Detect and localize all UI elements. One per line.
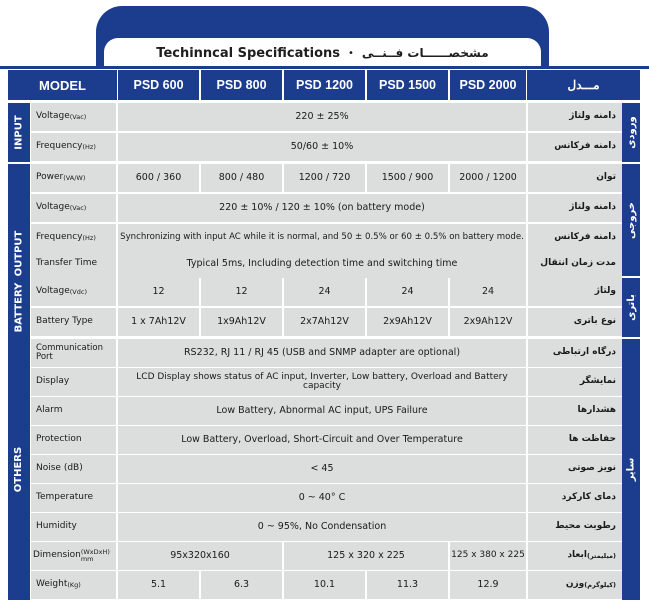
row-label: Voltage (Vac) <box>31 103 116 131</box>
row-alarm <box>31 397 622 425</box>
group-others-fa: سایر <box>622 339 640 600</box>
row-value-1: 12 <box>118 278 199 306</box>
row-input-frequency <box>31 133 622 161</box>
row-value-4: 1500 / 900 <box>367 164 448 192</box>
row-label: Voltage (Vac) <box>31 194 116 222</box>
row-value-3: 24 <box>284 278 365 306</box>
row-value-4: 24 <box>367 278 448 306</box>
row-output-frequency <box>31 224 622 252</box>
title-en: Techinncal Specifications <box>156 45 340 61</box>
group-input: INPUT <box>8 103 30 162</box>
row-label: Dimension (WxDxH) mm <box>31 542 116 570</box>
row-battery-type <box>31 308 622 336</box>
row-value: 50/60 ± 10% <box>118 133 526 161</box>
row-value-2: 6.3 <box>201 571 282 599</box>
row-output-voltage <box>31 194 622 222</box>
row-value-4: 11.3 <box>367 571 448 599</box>
row-value: LCD Display shows status of AC input, Inverter, Low battery, Overload and Battery capacity <box>118 368 526 396</box>
row-value-1: 95x320x160 <box>118 542 282 570</box>
row-label-fa: رطوبت محیط <box>528 513 622 541</box>
row-value-1: 5.1 <box>118 571 199 599</box>
row-input-voltage <box>31 103 622 131</box>
row-value-5: 24 <box>450 278 526 306</box>
row-value-2: 12 <box>201 278 282 306</box>
row-display <box>31 368 622 396</box>
row-value-2: 125 x 320 x 225 <box>284 542 448 570</box>
group-output-fa: خروجی <box>622 164 640 276</box>
row-value: < 45 <box>118 455 526 483</box>
row-label: Weight (Kg) <box>31 571 116 599</box>
header-model-1: PSD 600 <box>118 70 199 100</box>
row-value: Low Battery, Abnormal AC input, UPS Failure <box>118 397 526 425</box>
row-noise <box>31 455 622 483</box>
row-value-3: 1200 / 720 <box>284 164 365 192</box>
row-label: Temperature <box>31 484 116 512</box>
row-label: Display <box>31 368 116 396</box>
row-label-fa: مدت زمان انتقال <box>528 250 622 278</box>
row-label: Transfer Time <box>31 250 116 278</box>
group-others: OTHERS <box>8 339 30 600</box>
row-label-fa: نمایشگر <box>528 368 622 396</box>
row-label: Noise (dB) <box>31 455 116 483</box>
row-value-3: 2x7Ah12V <box>284 308 365 336</box>
row-label: Humidity <box>31 513 116 541</box>
row-comm-port <box>31 339 622 367</box>
row-value-1: 600 / 360 <box>118 164 199 192</box>
header-model-3: PSD 1200 <box>284 70 365 100</box>
group-input-fa: ورودی <box>622 103 640 162</box>
row-output-transfer <box>31 250 622 278</box>
row-label: Protection <box>31 426 116 454</box>
group-output: OUTPUT <box>8 164 30 342</box>
row-label-fa: دامنه ولتاژ <box>528 194 622 222</box>
header-model: MODEL <box>8 70 117 100</box>
row-value: Typical 5ms, Including detection time and switching time <box>118 250 526 278</box>
row-value: 220 ± 10% / 120 ± 10% (on battery mode) <box>118 194 526 222</box>
row-value-2: 1x9Ah12V <box>201 308 282 336</box>
row-protection <box>31 426 622 454</box>
title-fa: مشخصــــــات فــنــی <box>361 46 489 60</box>
row-value-5: 2000 / 1200 <box>450 164 526 192</box>
row-value-5: 12.9 <box>450 571 526 599</box>
row-label-fa: ابعاد (میلیمتر) <box>528 542 622 570</box>
row-value-1: 1 x 7Ah12V <box>118 308 199 336</box>
row-label: Alarm <box>31 397 116 425</box>
row-label-fa: دامنه فرکانس <box>528 224 622 252</box>
row-label-fa: دمای کارکرد <box>528 484 622 512</box>
row-output-power <box>31 164 622 192</box>
row-label-fa: دامنه فرکانس <box>528 133 622 161</box>
row-label: Frequency (Hz) <box>31 133 116 161</box>
row-value: 0 ~ 95%, No Condensation <box>118 513 526 541</box>
row-label-fa: درگاه ارتباطی <box>528 339 622 367</box>
row-humidity <box>31 513 622 541</box>
row-temperature <box>31 484 622 512</box>
header-model-5: PSD 2000 <box>450 70 526 100</box>
row-label-fa: توان <box>528 164 622 192</box>
row-value-4: 2x9Ah12V <box>367 308 448 336</box>
row-value-5: 2x9Ah12V <box>450 308 526 336</box>
header-band <box>0 66 649 69</box>
row-label-fa: هشدارها <box>528 397 622 425</box>
row-value: 220 ± 25% <box>118 103 526 131</box>
header-model-2: PSD 800 <box>201 70 282 100</box>
header-model-fa: مـــدل <box>527 70 640 100</box>
row-label: Communication Port <box>31 339 116 367</box>
spec-table <box>8 70 640 600</box>
row-label-fa: نوع باتری <box>528 308 622 336</box>
row-label: Battery Type <box>31 308 116 336</box>
row-label: Power (VA/W) <box>31 164 116 192</box>
row-value: 0 ~ 40° C <box>118 484 526 512</box>
row-value-2: 800 / 480 <box>201 164 282 192</box>
row-battery-voltage <box>31 278 622 306</box>
row-value-3: 125 x 380 x 225 <box>450 542 526 570</box>
group-battery-fa: باتری <box>622 278 640 337</box>
title-separator: • <box>348 47 354 59</box>
row-label: Frequency (Hz) <box>31 224 116 252</box>
row-label-fa: دامنه ولتاژ <box>528 103 622 131</box>
row-value: RS232, RJ 11 / RJ 45 (USB and SNMP adapter are optional) <box>118 339 526 367</box>
row-label: Voltage (Vdc) <box>31 278 116 306</box>
row-weight <box>31 571 622 599</box>
row-dimension <box>31 542 622 570</box>
title-bar <box>104 38 541 68</box>
row-value: Synchronizing with input AC while it is normal, and 50 ± 0.5% or 60 ± 0.5% on battery mode. <box>118 224 526 252</box>
row-label-fa: حفاظت ها <box>528 426 622 454</box>
header-model-4: PSD 1500 <box>367 70 448 100</box>
row-value: Low Battery, Overload, Short-Circuit and Over Temperature <box>118 426 526 454</box>
row-label-fa: وزن (کیلوگرم) <box>528 571 622 599</box>
row-label-fa: ولتاژ <box>528 278 622 306</box>
row-value-3: 10.1 <box>284 571 365 599</box>
group-battery: BATTERY <box>8 278 30 337</box>
row-label-fa: نویز صوتی <box>528 455 622 483</box>
